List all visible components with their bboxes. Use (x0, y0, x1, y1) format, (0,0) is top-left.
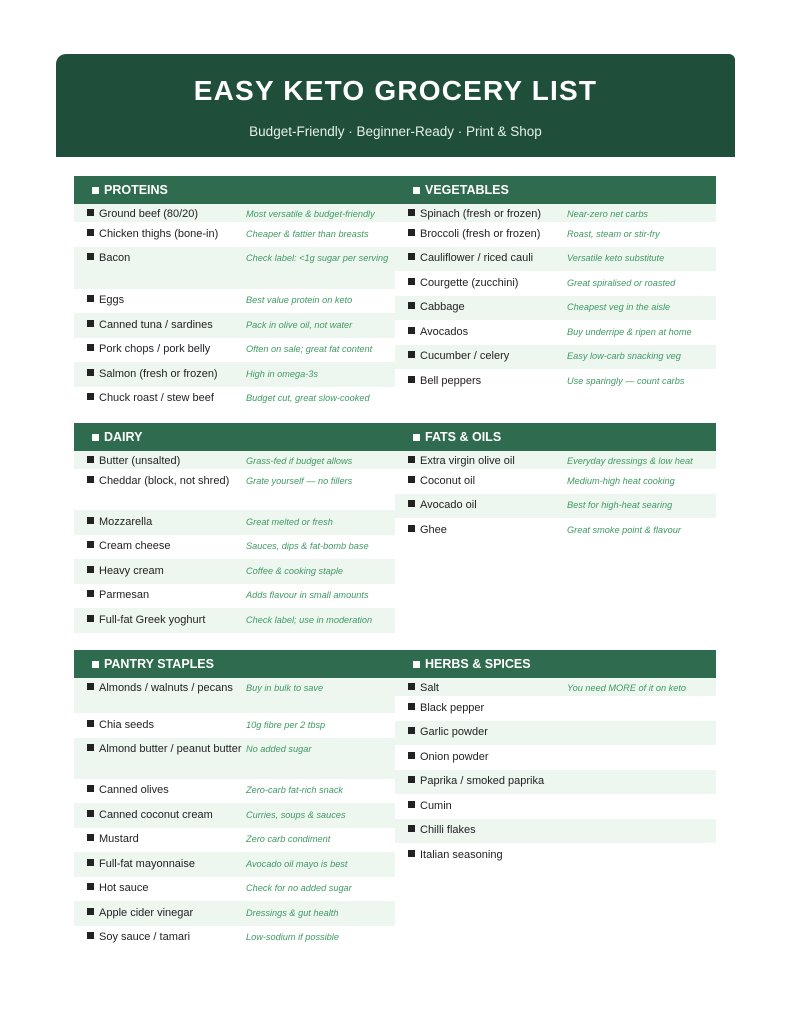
checkbox-square-icon (408, 476, 415, 483)
square-bullet-icon (413, 434, 420, 441)
list-item (74, 584, 395, 609)
item-name: Butter (unsalted) (99, 455, 181, 467)
item-name-cell (87, 587, 246, 608)
item-note: Cheaper & fattier than breasts (246, 228, 369, 239)
checkbox-square-icon (408, 825, 415, 832)
item-note: Adds flavour in small amounts (246, 590, 369, 600)
item-name: Spinach (fresh or frozen) (420, 208, 542, 220)
item-note: Pack in olive oil, not water (246, 319, 353, 330)
section-header-vegetables (395, 176, 716, 204)
checkbox-square-icon (87, 476, 94, 483)
list-item (395, 745, 716, 770)
item-note: Check label; use in moderation (246, 614, 373, 625)
list-item (74, 803, 395, 828)
item-name: Full-fat mayonnaise (99, 857, 195, 870)
list-item (74, 901, 395, 926)
list-item (74, 204, 395, 222)
item-note: High in omega-3s (246, 368, 319, 379)
item-note: Check label: <1g sugar per serving (246, 253, 389, 263)
item-name: Apple cider vinegar (99, 906, 194, 919)
item-name-cell (87, 612, 246, 633)
item-name-cell (408, 299, 567, 320)
list-item (74, 738, 395, 779)
list-item (74, 362, 395, 387)
item-name-cell (408, 822, 567, 843)
item-name-cell (408, 773, 567, 794)
checkbox-square-icon (87, 295, 94, 302)
list-item (74, 222, 395, 247)
list-item (74, 535, 395, 560)
checkbox-square-icon (408, 278, 415, 285)
item-note (567, 798, 716, 819)
item-name-cell (408, 847, 567, 868)
checkbox-square-icon (408, 253, 415, 260)
item-name: Bell peppers (420, 374, 482, 387)
checkbox-square-icon (408, 801, 415, 808)
item-name-cell (408, 700, 567, 721)
item-name-cell (87, 514, 246, 535)
list-item (395, 247, 716, 272)
section-header-herbs (395, 650, 716, 678)
list-item (74, 559, 395, 584)
item-name-cell (408, 250, 567, 271)
item-note: Medium-high heat cooking (567, 475, 675, 486)
item-note: Zero carb condiment (246, 834, 331, 844)
item-name: Italian seasoning (420, 848, 503, 861)
list-item (395, 819, 716, 844)
section-fats (395, 423, 716, 543)
section-herbs (395, 650, 716, 868)
item-name-cell (87, 856, 246, 877)
item-name: Extra virgin olive oil (420, 455, 515, 467)
list-item (74, 926, 395, 951)
list-item (74, 451, 395, 469)
item-name: Canned olives (99, 784, 169, 796)
item-name: Cucumber / celery (420, 350, 510, 362)
item-name: Ghee (420, 523, 447, 536)
item-name: Almond butter / peanut butter (99, 743, 242, 755)
checkbox-square-icon (408, 752, 415, 759)
item-name: Bacon (99, 252, 131, 264)
item-note: Low-sodium if possible (246, 932, 339, 942)
item-name-cell (87, 453, 246, 469)
checkbox-square-icon (408, 209, 415, 216)
item-name: Coconut oil (420, 474, 476, 487)
list-item (74, 313, 395, 338)
checkbox-square-icon (408, 850, 415, 857)
list-item (395, 369, 716, 394)
square-bullet-icon (413, 187, 420, 194)
list-item (74, 338, 395, 363)
item-name-cell (87, 680, 246, 713)
item-note: Most versatile & budget-friendly (246, 209, 375, 219)
item-note (567, 847, 716, 868)
list-item (74, 387, 395, 412)
item-note: Near-zero net carbs (567, 209, 649, 219)
checkbox-square-icon (408, 703, 415, 710)
list-item (74, 469, 395, 510)
checkbox-square-icon (87, 810, 94, 817)
item-name-cell (408, 680, 567, 696)
item-name-cell (408, 348, 567, 369)
item-name: Courgette (zucchini) (420, 276, 519, 289)
list-item (395, 204, 716, 222)
item-note: Versatile keto substitute (567, 253, 665, 263)
item-note (567, 773, 716, 794)
item-name: Chuck roast / stew beef (99, 392, 214, 404)
section-title: VEGETABLES (425, 183, 509, 197)
item-name: Salt (420, 682, 439, 694)
checkbox-square-icon (408, 229, 415, 236)
checkbox-square-icon (87, 932, 94, 939)
item-name: Garlic powder (420, 726, 488, 738)
item-name-cell (87, 292, 246, 313)
checkbox-square-icon (87, 517, 94, 524)
list-item (74, 247, 395, 289)
item-name: Cabbage (420, 301, 465, 313)
item-note: Grate yourself — no fillers (246, 475, 353, 486)
section-pantry (74, 650, 395, 950)
section-title: PROTEINS (104, 183, 168, 197)
item-name-cell (87, 366, 246, 387)
item-note: Cheapest veg in the aisle (567, 302, 671, 312)
list-item (74, 828, 395, 853)
item-note: Everyday dressings & low heat (567, 456, 693, 466)
item-note: Avocado oil mayo is best (246, 858, 348, 869)
item-name-cell (408, 206, 567, 222)
checkbox-square-icon (408, 351, 415, 358)
item-note (567, 700, 716, 721)
item-note: Grass-fed if budget allows (246, 456, 353, 466)
list-item (395, 678, 716, 696)
checkbox-square-icon (87, 456, 94, 463)
item-name: Cream cheese (99, 540, 171, 552)
item-note: Use sparingly — count carbs (567, 375, 685, 386)
item-note: Buy underripe & ripen at home (567, 326, 692, 337)
list-item (395, 296, 716, 321)
item-name-cell (87, 317, 246, 338)
item-note: Best value protein on keto (246, 295, 353, 305)
item-note: Budget cut, great slow-cooked (246, 393, 370, 403)
item-name: Mozzarella (99, 515, 153, 528)
list-item (74, 779, 395, 804)
item-name: Canned coconut cream (99, 808, 213, 821)
item-name-cell (87, 782, 246, 803)
checkbox-square-icon (87, 369, 94, 376)
item-name: Broccoli (fresh or frozen) (420, 227, 541, 240)
item-name-cell (87, 563, 246, 584)
list-item (395, 451, 716, 469)
checkbox-square-icon (408, 376, 415, 383)
checkbox-square-icon (87, 834, 94, 841)
list-item (74, 289, 395, 314)
item-name: Onion powder (420, 750, 489, 763)
item-name: Paprika / smoked paprika (420, 775, 545, 787)
item-note: Great spiralised or roasted (567, 277, 676, 288)
item-note: Zero-carb fat-rich snack (246, 785, 344, 795)
item-name-cell (87, 741, 246, 779)
item-name-cell (408, 453, 567, 469)
checkbox-square-icon (87, 683, 94, 690)
list-item (395, 843, 716, 868)
item-note: Sauces, dips & fat-bomb base (246, 541, 369, 551)
section-header-dairy (74, 423, 395, 451)
checkbox-square-icon (87, 908, 94, 915)
item-name: Mustard (99, 833, 139, 845)
item-name-cell (87, 831, 246, 852)
item-name-cell (408, 373, 567, 394)
item-name-cell (408, 749, 567, 770)
item-name-cell (87, 473, 246, 511)
square-bullet-icon (92, 661, 99, 668)
item-name: Hot sauce (99, 882, 149, 894)
list-item (395, 518, 716, 543)
checkbox-square-icon (408, 683, 415, 690)
checkbox-square-icon (87, 883, 94, 890)
item-note: Best for high-heat searing (567, 500, 673, 510)
square-bullet-icon (92, 434, 99, 441)
item-name: Cumin (420, 799, 452, 812)
item-note: Coffee & cooking staple (246, 565, 344, 576)
item-name-cell (87, 341, 246, 362)
list-item (395, 271, 716, 296)
item-name: Parmesan (99, 589, 150, 601)
item-note: 10g fibre per 2 tbsp (246, 719, 326, 730)
item-name: Canned tuna / sardines (99, 318, 213, 331)
checkbox-square-icon (87, 393, 94, 400)
page-subtitle: Budget-Friendly · Beginner-Ready · Print & Shop (249, 124, 542, 139)
checkbox-square-icon (87, 744, 94, 751)
list-item (74, 608, 395, 633)
list-item (74, 678, 395, 713)
checkbox-square-icon (408, 500, 415, 507)
list-item (395, 494, 716, 519)
list-item (395, 721, 716, 746)
item-note: Buy in bulk to save (246, 683, 324, 693)
item-note (567, 822, 716, 843)
item-name: Salmon (fresh or frozen) (99, 367, 218, 380)
item-name-cell (408, 497, 567, 518)
item-name-cell (87, 807, 246, 828)
list-item (74, 852, 395, 877)
item-note: Check for no added sugar (246, 883, 352, 893)
section-title: FATS & OILS (425, 430, 502, 444)
checkbox-square-icon (87, 229, 94, 236)
item-name-cell (87, 905, 246, 926)
square-bullet-icon (413, 661, 420, 668)
item-name-cell (87, 717, 246, 738)
list-item (395, 770, 716, 795)
item-note: Curries, soups & sauces (246, 809, 346, 820)
checkbox-square-icon (408, 302, 415, 309)
item-name-cell (408, 798, 567, 819)
item-note: Dressings & gut health (246, 907, 339, 918)
page-header (56, 54, 735, 157)
list-item (74, 713, 395, 738)
item-name: Eggs (99, 294, 125, 306)
item-note: You need MORE of it on keto (567, 683, 686, 693)
section-dairy (74, 423, 395, 633)
item-note: Great smoke point & flavour (567, 524, 681, 535)
item-note (567, 749, 716, 770)
item-name-cell (408, 275, 567, 296)
checkbox-square-icon (87, 541, 94, 548)
item-note (567, 724, 716, 745)
checkbox-square-icon (87, 320, 94, 327)
page-title: EASY KETO GROCERY LIST (193, 75, 598, 106)
item-name: Black pepper (420, 701, 485, 714)
item-name-cell (408, 324, 567, 345)
list-item (74, 510, 395, 535)
checkbox-square-icon (87, 566, 94, 573)
item-name-cell (408, 473, 567, 494)
checkbox-square-icon (87, 344, 94, 351)
item-name: Cheddar (block, not shred) (99, 474, 230, 487)
item-name-cell (408, 226, 567, 247)
checkbox-square-icon (408, 525, 415, 532)
list-item (74, 877, 395, 902)
checkbox-square-icon (87, 720, 94, 727)
list-item (395, 469, 716, 494)
checkbox-square-icon (87, 209, 94, 216)
item-name: Chia seeds (99, 718, 155, 731)
list-item (395, 320, 716, 345)
section-title: DAIRY (104, 430, 143, 444)
item-name: Avocados (420, 325, 469, 338)
checkbox-square-icon (408, 776, 415, 783)
item-name-cell (408, 522, 567, 543)
section-proteins (74, 176, 395, 411)
item-name-cell (87, 390, 246, 411)
item-name: Full-fat Greek yoghurt (99, 613, 206, 626)
section-title: PANTRY STAPLES (104, 657, 214, 671)
checkbox-square-icon (87, 785, 94, 792)
item-note: Easy low-carb snacking veg (567, 351, 681, 361)
section-vegetables (395, 176, 716, 394)
checkbox-square-icon (87, 615, 94, 622)
checkbox-square-icon (87, 253, 94, 260)
item-name: Chicken thighs (bone-in) (99, 227, 219, 240)
item-name: Chilli flakes (420, 824, 476, 836)
item-note: Roast, steam or stir-fry (567, 228, 660, 239)
checkbox-square-icon (87, 590, 94, 597)
list-item (395, 222, 716, 247)
item-name-cell (87, 226, 246, 247)
item-note: No added sugar (246, 744, 312, 754)
item-name-cell (87, 250, 246, 289)
item-name-cell (87, 206, 246, 222)
item-name: Almonds / walnuts / pecans (99, 682, 233, 694)
item-name-cell (87, 880, 246, 901)
item-note: Often on sale; great fat content (246, 344, 373, 354)
section-header-proteins (74, 176, 395, 204)
list-item (395, 696, 716, 721)
item-name: Avocado oil (420, 499, 477, 511)
list-item (395, 794, 716, 819)
item-name: Cauliflower / riced cauli (420, 252, 534, 264)
item-name-cell (87, 929, 246, 950)
checkbox-square-icon (87, 859, 94, 866)
section-title: HERBS & SPICES (425, 657, 531, 671)
item-note: Great melted or fresh (246, 516, 333, 527)
item-name-cell (87, 538, 246, 559)
checkbox-square-icon (408, 327, 415, 334)
item-name: Pork chops / pork belly (99, 343, 211, 355)
checkbox-square-icon (408, 727, 415, 734)
item-name: Soy sauce / tamari (99, 931, 191, 943)
item-name-cell (408, 724, 567, 745)
checkbox-square-icon (408, 456, 415, 463)
section-header-pantry (74, 650, 395, 678)
list-item (395, 345, 716, 370)
square-bullet-icon (92, 187, 99, 194)
item-name: Ground beef (80/20) (99, 208, 199, 220)
section-header-fats (395, 423, 716, 451)
item-name: Heavy cream (99, 564, 164, 577)
